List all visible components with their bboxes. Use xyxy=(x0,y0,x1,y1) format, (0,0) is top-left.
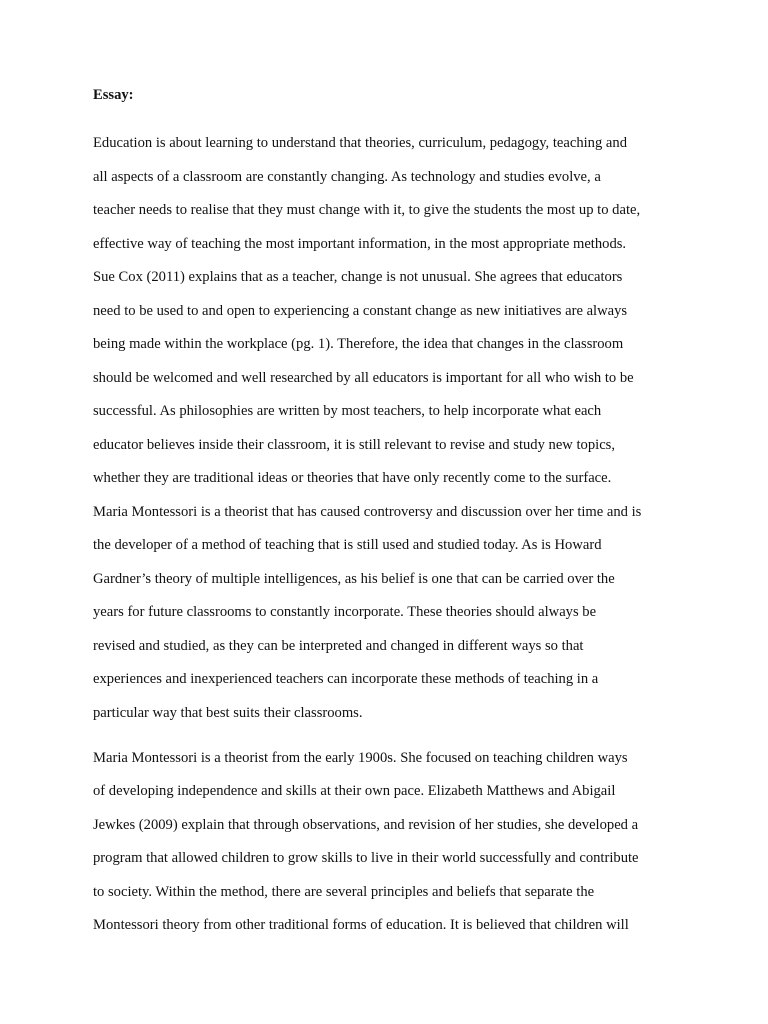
text-line: the developer of a method of teaching that is still used and studied today. As is Howard xyxy=(93,537,602,553)
text-line: Maria Montessori is a theorist that has caused controversy and discussion over her time and is xyxy=(93,504,642,520)
text-line: particular way that best suits their classrooms. xyxy=(93,705,363,721)
text-line: Montessori theory from other traditional forms of education. It is believed that children will xyxy=(93,917,629,933)
text-line: Gardner’s theory of multiple intelligences, as his belief is one that can be carried over the xyxy=(93,571,615,587)
text-line: years for future classrooms to constantly incorporate. These theories should always be xyxy=(93,604,597,620)
text-line: Jewkes (2009) explain that through observations, and revision of her studies, she developed a xyxy=(93,817,639,833)
text-line: should be welcomed and well researched by all educators is important for all who wish to be xyxy=(93,370,634,386)
essay-heading: Essay: xyxy=(93,87,134,103)
text-line: educator believes inside their classroom, it is still relevant to revise and study new topics, xyxy=(93,437,616,453)
text-line: successful. As philosophies are written by most teachers, to help incorporate what each xyxy=(93,403,602,419)
text-line: experiences and inexperienced teachers can incorporate these methods of teaching in a xyxy=(93,671,599,687)
text-line: program that allowed children to grow skills to live in their world successfully and contribute xyxy=(93,850,639,866)
text-line: Education is about learning to understand that theories, curriculum, pedagogy, teaching and xyxy=(93,135,627,151)
text-line: of developing independence and skills at their own pace. Elizabeth Matthews and Abigail xyxy=(93,783,616,799)
text-line: to society. Within the method, there are several principles and beliefs that separate the xyxy=(93,884,595,900)
text-line: effective way of teaching the most important information, in the most appropriate methods. xyxy=(93,236,627,252)
text-line: Sue Cox (2011) explains that as a teacher, change is not unusual. She agrees that educators xyxy=(93,269,623,285)
text-line: need to be used to and open to experiencing a constant change as new initiatives are always xyxy=(93,303,628,319)
text-line: teacher needs to realise that they must change with it, to give the students the most up to date, xyxy=(93,202,641,218)
text-line: whether they are traditional ideas or theories that have only recently come to the surface. xyxy=(93,470,612,486)
text-line: being made within the workplace (pg. 1). Therefore, the idea that changes in the classroom xyxy=(93,336,624,352)
text-line: all aspects of a classroom are constantly changing. As technology and studies evolve, a xyxy=(93,169,601,185)
text-line: revised and studied, as they can be interpreted and changed in different ways so that xyxy=(93,638,584,654)
text-line: Maria Montessori is a theorist from the early 1900s. She focused on teaching children ways xyxy=(93,750,628,766)
